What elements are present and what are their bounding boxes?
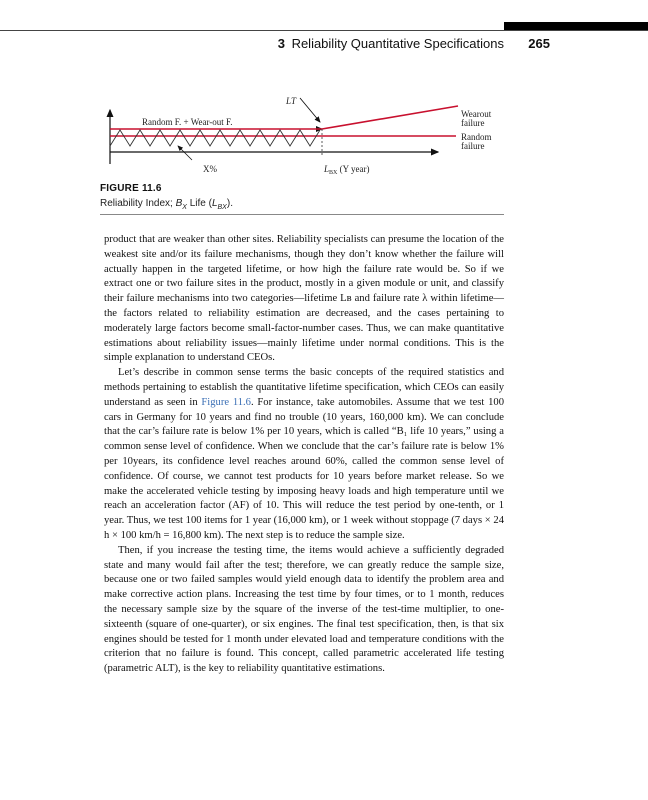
chapter-number: 3 (277, 36, 285, 51)
wearout-label: Wearout failure (461, 109, 492, 128)
lbx-label: $L_{BX}$ (Y year) (324, 164, 370, 176)
zigzag-curve (110, 130, 320, 146)
figure-label: FIGURE 11.6 (100, 183, 162, 194)
running-header (100, 36, 550, 54)
lt-label: LΤ (286, 96, 297, 106)
chapter-heading (278, 36, 504, 51)
random-label: Random failure (461, 132, 492, 151)
header-accent-bar (504, 22, 648, 30)
paragraph-1: product that are weaker than other sites. Reliability specialists can presume the location of the weakest site and/or its failure mechanisms, though they don’t know whether the failure will actually happen in the targeted lifetime, or how high the failure rate would be. So if we extract one or two failure sites in the product, mostly in a given module or unit, and classify their failure mechanisms into two categories—lifetime Lв and failure rate λ within lifetime—the factors related to reliability estimation are decreased, and the cases pertaining to moderately large factors become small-factor-number cases. Thus, we can make quantitative estimations about reliability issues—mainly lifetime under normal conditions. This is the simple explanation to understand CEOs. (104, 234, 504, 364)
chapter-title: Reliability Quantitative Specifications (291, 36, 504, 51)
paragraph-3: Then, if you increase the testing time, the items would achieve a sufficiently degraded state and many would fail after the test; therefore, we can greatly reduce the sample size, because one or two failed samples would yield enough data to identify the problem area and make corrective action plans. Increasing the test time by four times, or to 1 month, reduces the necessary sample size by the square of the inverse of the test-time multiplier, to one-sixteenth (square of one-quarter), or six engines. The final test specification, then, is that six engines should be tested for 1 month under elevated load and temperature conditions with the criterion that no failure is found. This concept, called parametric accelerated life testing (parametric ALT), is the key to reliability quantitative estimations. (104, 544, 504, 675)
figure-caption: Reliability Index; $B_X$ Life $(L_{BX})$. (100, 198, 233, 211)
page-number: 265 (528, 36, 550, 51)
x-percent-label: X% (203, 164, 217, 174)
bx-life-diagram (100, 88, 504, 184)
figure-reference-link[interactable]: Figure 11.6 (201, 396, 251, 408)
header-rule (0, 30, 648, 31)
figure-11-6 (100, 88, 504, 184)
caption-rule (100, 214, 504, 215)
lt-pointer-arrow (300, 98, 320, 122)
paragraph-2: Let’s describe in common sense terms the basic concepts of the required statistics and methods pertaining to establish the quantitative lifetime specification, which CEOs can easily understand as seen in Figure 11.6. For instance, take automobiles. Assume that we test 100 cars in Germany for 10 years and find no trouble (10 years, 160,000 km). We can conclude that the car’s failure rate is below 1% per 10 years, which is called “B₁ life 10 years,” using a common sense level of confidence. When we conclude that the car’s failure rate is below 1% per 10years, its confidence level reaches around 60%, called the common sense level of confidence. Of course, we cannot test products for 10 years before market release. So we make the accelerated vehicle testing by imposing heavy loads and high temperature until we reach an acceleration factor (AF) of 10. This will reduce the test period by one-tenth, or 1 year. Thus, we test 100 items for 1 year (16,000 km), or 1 week without stoppage (7 days × 24 h × 100 km/h = 16,800 km). The next step is to reduce the sample size. (104, 367, 505, 541)
body-text (104, 233, 504, 677)
random-wearout-label: Random F. + Wear-out F. (142, 117, 233, 127)
x-percent-pointer (178, 146, 192, 160)
